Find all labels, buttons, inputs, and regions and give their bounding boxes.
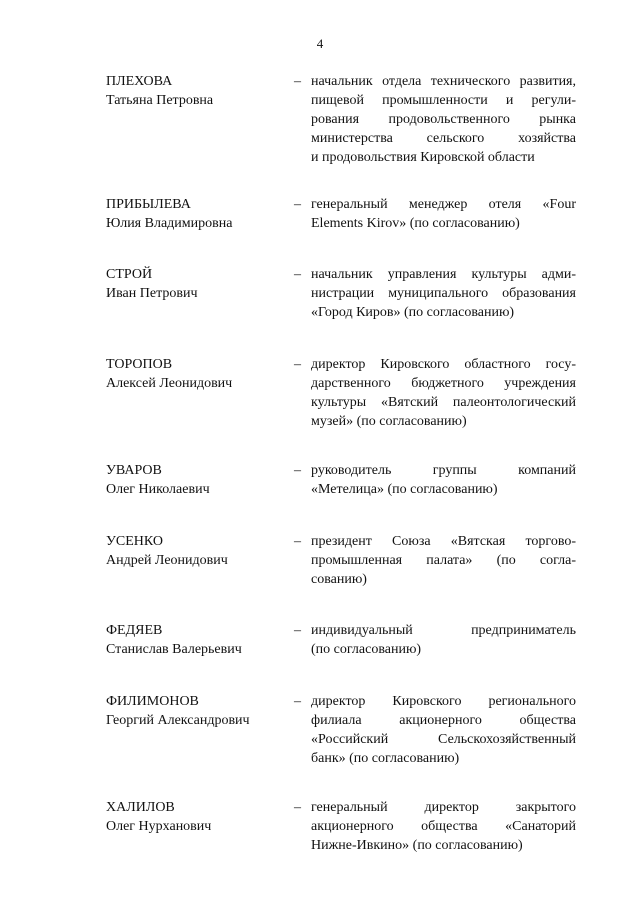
member-surname: ФИЛИМОНОВ [106, 694, 199, 709]
member-given-names: Олег Николаевич [106, 482, 210, 497]
position-line: пищевой промышленности и регули- [311, 93, 576, 108]
separator-dash: – [294, 463, 301, 478]
separator-dash: – [294, 197, 301, 212]
position-line: генеральный менеджер отеля «Four [311, 197, 576, 212]
member-surname: ХАЛИЛОВ [106, 800, 175, 815]
position-line: дарственного бюджетного учреждения [311, 376, 576, 391]
member-given-names: Иван Петрович [106, 286, 198, 301]
member-name [106, 72, 286, 110]
member-given-names: Георгий Александрович [106, 713, 250, 728]
member-surname: УВАРОВ [106, 463, 162, 478]
position-line: «Российский Сельскохозяйственный [311, 732, 576, 747]
member-given-names: Татьяна Петровна [106, 93, 214, 108]
separator-dash: – [294, 74, 301, 89]
member-surname: ПРИБЫЛЕВА [106, 197, 191, 212]
position-line: президент Союза «Вятская торгово- [311, 534, 576, 549]
member-surname: ТОРОПОВ [106, 357, 173, 372]
member-position [311, 355, 576, 431]
separator-dash: – [294, 694, 301, 709]
member-name [106, 621, 286, 659]
page-number: 4 [316, 36, 324, 51]
position-line: Нижне-Ивкино» (по согласованию) [311, 838, 523, 853]
separator-dash: – [294, 534, 301, 549]
member-name [106, 461, 286, 499]
member-surname: СТРОЙ [106, 267, 153, 282]
member-name [106, 265, 286, 303]
position-line: сованию) [311, 572, 367, 587]
member-position [311, 532, 576, 589]
separator-dash: – [294, 623, 301, 638]
separator-dash: – [294, 800, 301, 815]
position-line: «Метелица» (по согласованию) [311, 482, 498, 497]
member-given-names: Станислав Валерьевич [106, 642, 242, 657]
position-line: рования продовольственного рынка [311, 112, 576, 127]
member-given-names: Алексей Леонидович [106, 376, 233, 391]
member-position [311, 195, 576, 233]
member-position [311, 461, 576, 499]
position-line: культуры «Вятский палеонтологический [311, 395, 576, 410]
member-name [106, 798, 286, 836]
member-name [106, 532, 286, 570]
member-given-names: Олег Нурханович [106, 819, 212, 834]
member-surname: ПЛЕХОВА [106, 74, 173, 89]
position-line: начальник отдела технического развития, [311, 74, 576, 89]
member-given-names: Андрей Леонидович [106, 553, 228, 568]
member-surname: ФЕДЯЕВ [106, 623, 163, 638]
member-position [311, 265, 576, 322]
position-line: музей» (по согласованию) [311, 414, 467, 429]
member-position [311, 72, 576, 167]
member-position [311, 621, 576, 659]
position-line: индивидуальный предприниматель [311, 623, 576, 638]
position-line: нистрации муниципального образования [311, 286, 576, 301]
position-line: (по согласованию) [311, 642, 422, 657]
position-line: «Город Киров» (по согласованию) [311, 305, 515, 320]
member-name [106, 355, 286, 393]
member-name [106, 692, 286, 730]
position-line: директор Кировского областного госу- [311, 357, 576, 372]
member-name [106, 195, 286, 233]
position-line: промышленная палата» (по согла- [311, 553, 576, 568]
position-line: директор Кировского регионального [311, 694, 576, 709]
member-given-names: Юлия Владимировна [106, 216, 233, 231]
member-position [311, 798, 576, 855]
position-line: акционерного общества «Санаторий [311, 819, 576, 834]
position-line: Elements Kirov» (по согласованию) [311, 216, 520, 231]
member-surname: УСЕНКО [106, 534, 164, 549]
separator-dash: – [294, 267, 301, 282]
separator-dash: – [294, 357, 301, 372]
member-position [311, 692, 576, 768]
position-line: банк» (по согласованию) [311, 751, 460, 766]
position-line: руководитель группы компаний [311, 463, 576, 478]
position-line: министерства сельского хозяйства [311, 131, 576, 146]
position-line: генеральный директор закрытого [311, 800, 576, 815]
position-line: и продовольствия Кировской области [311, 150, 535, 165]
position-line: филиала акционерного общества [311, 713, 576, 728]
position-line: начальник управления культуры адми- [311, 267, 576, 282]
